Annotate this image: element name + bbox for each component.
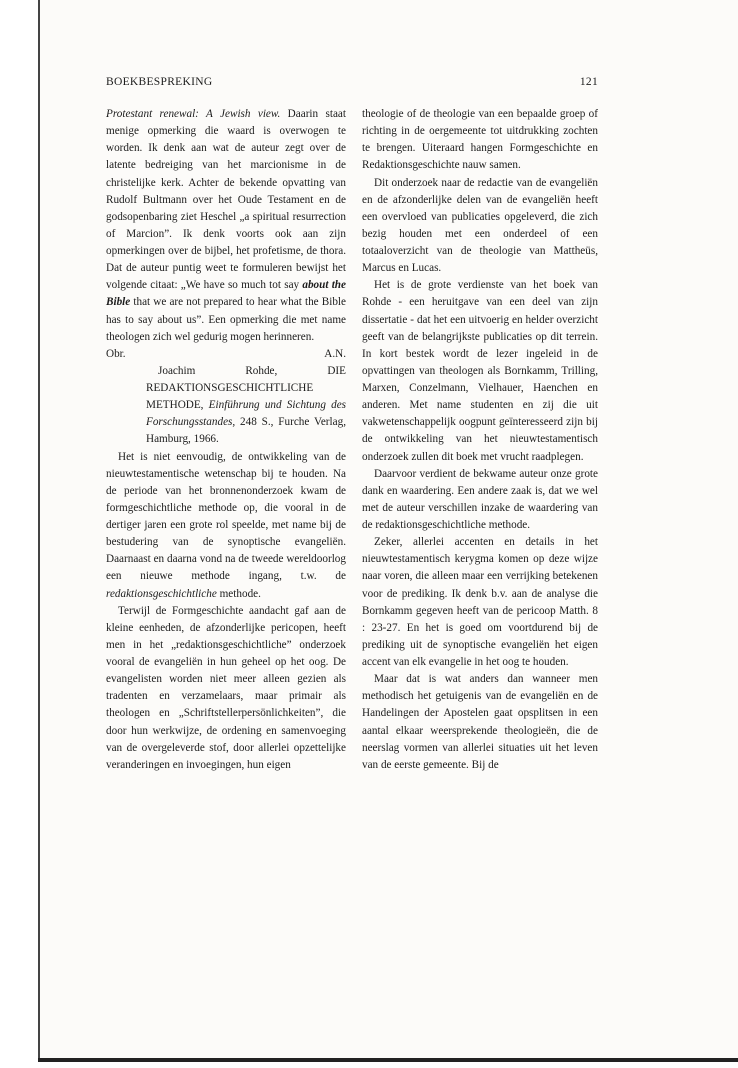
review-header-subtitle: Einführung und Sichtung des Forschungsstandes, bbox=[146, 399, 347, 429]
paragraph: theologie of de theologie van een bepaalde groep of richting in de oergemeente tot uitdrukking zochten te brengen. Uiteraard hangen Formgeschichte en Redaktionsgeschichte nauw samen. bbox=[362, 108, 598, 172]
quote-italic: about the Bible bbox=[106, 279, 346, 309]
right-column bbox=[362, 106, 598, 774]
signature-right: A.N. bbox=[324, 347, 346, 360]
page-bottom-edge bbox=[38, 1058, 738, 1062]
paragraph: Maar dat is wat anders dan wanneer men methodisch het getuigenis van de evangeliën en de Handelingen der Apostelen gaat opsplitsen in een aantal elkaar weersprekende theologieën, die de neerslag vormen van allerlei situaties uit het leven van de eerste gemeente. Bij de bbox=[362, 673, 598, 771]
signature-left: Obr. bbox=[106, 347, 126, 360]
paragraph: Het is de grote verdienste van het boek van Rohde - een heruitgave van een deel van zijn dissertatie - dat het een uitvoerig en helder overzicht geeft van de belangrijkste publicaties op dit terrein. In kort bestek wordt de lezer ingeleid in de opvattingen van theologen als Bornkamm, Trilling, Marxen, Conzelmann, Vielhauer, Haenchen en anderen. Met name studenten en zij die uit vakwetenschappelijk oogpunt geïnteresseerd zijn bij de ontwikkeling van het nieuwtestamentisch onderzoek zullen dit boek met vrucht raadplegen. bbox=[362, 279, 598, 463]
paragraph: Daarvoor verdient de bekwame auteur onze grote dank en waardering. Een andere zaak is, dat we wel met de auteur verschillen inzake de waardering van de redaktionsgeschichtliche methode. bbox=[362, 467, 598, 531]
page-number: 121 bbox=[579, 76, 598, 88]
paragraph-text: methode. bbox=[216, 587, 261, 600]
paragraph-text: Het is niet eenvoudig, de ontwikkeling van de nieuwtestamentische wetenschap bij te houden. Na de periode van het bronnenonderzoek kwam de formgeschichtliche methode op, die vooral in de dertiger jaren een grote rol speelde, met name bij de bestudering van de synoptische evangeliën. Daarnaast en daarna vond na de tweede wereldoorlog een nieuwe methode ingang, t.w. de bbox=[106, 450, 346, 583]
review-header bbox=[106, 363, 346, 449]
paragraph-text: Daarin staat menige opmerking die waard is overwogen te worden. Ik denk aan wat de auteur zegt over de latente bedreiging van het marcionisme in de christelijke kerk. Achter de bekende opvatting van Rudolf Bultmann over het Oude Testament en de godsopenbaring ziet Heschel „a spiritual resurrection of Marcion”. Ik denk voorts ook aan zijn opmerkingen over de bijbel, het profetisme, de thora. Dat de auteur puntig weet te formuleren bewijst het volgende citaat: „We have so much tot say bbox=[106, 108, 346, 292]
running-head bbox=[106, 76, 598, 88]
left-column bbox=[106, 106, 346, 774]
paragraph bbox=[106, 449, 346, 603]
page-left-edge bbox=[38, 0, 40, 1062]
book-title-italic: Protestant renewal: A Jewish view. bbox=[106, 108, 281, 120]
heschel-review-paragraph bbox=[106, 106, 346, 346]
paragraph: Terwijl de Formgeschichte aandacht gaf aan de kleine eenheden, de afzonderlijke pericopen, heeft men in het „redaktionsgeschichtliche” onderzoek vooral de evangeliën in hun geheel op het oog. De evangelisten worden niet meer alleen gezien als tradenten en verzamelaars, maar primair als theologen en „Schriftstellerpersönlichkeiten”, die door hun werkwijze, de ordening en samenvoeging van de overgeleverde stof, door allerlei opzettelijke veranderingen en invoegingen, hun eigen bbox=[106, 604, 346, 771]
paragraph-italic: redaktionsgeschichtliche bbox=[106, 587, 217, 600]
reviewer-signature bbox=[106, 346, 346, 363]
paragraph: Zeker, allerlei accenten en details in het nieuwtestamentisch kerygma komen op deze wijze naar voren, die alleen maar een verrijking betekenen voor de prediking. Ik denk b.v. aan de analyse die Bornkamm gegeven heeft van de pericoop Matth. 8 : 23-27. En het is goed om voortdurend bij de prediking uit de synoptische evangeliën het eigen accent van elk evangelie in het oog te houden. bbox=[362, 536, 598, 668]
review-header-text: 248 S., Furche Verlag, Hamburg, 1966. bbox=[146, 416, 346, 446]
paragraph: Dit onderzoek naar de redactie van de evangeliën en de afzonderlijke delen van de evangeliën heeft een overvloed van publicaties opgeleverd, die zich bezig houden met een onderdeel of een totaaloverzicht van de theologie van Mattheüs, Marcus en Lucas. bbox=[362, 176, 598, 275]
review-header-text: Joachim Rohde, DIE REDAKTIONSGESCHICHTLICHE METHODE, bbox=[146, 364, 346, 412]
paragraph-text: that we are not prepared to hear what the Bible has to say about us”. Een opmerking die met name theologen zich wel gedurig mogen herinneren. bbox=[106, 296, 346, 343]
running-head-title: BOEKBESPREKING bbox=[106, 76, 213, 88]
